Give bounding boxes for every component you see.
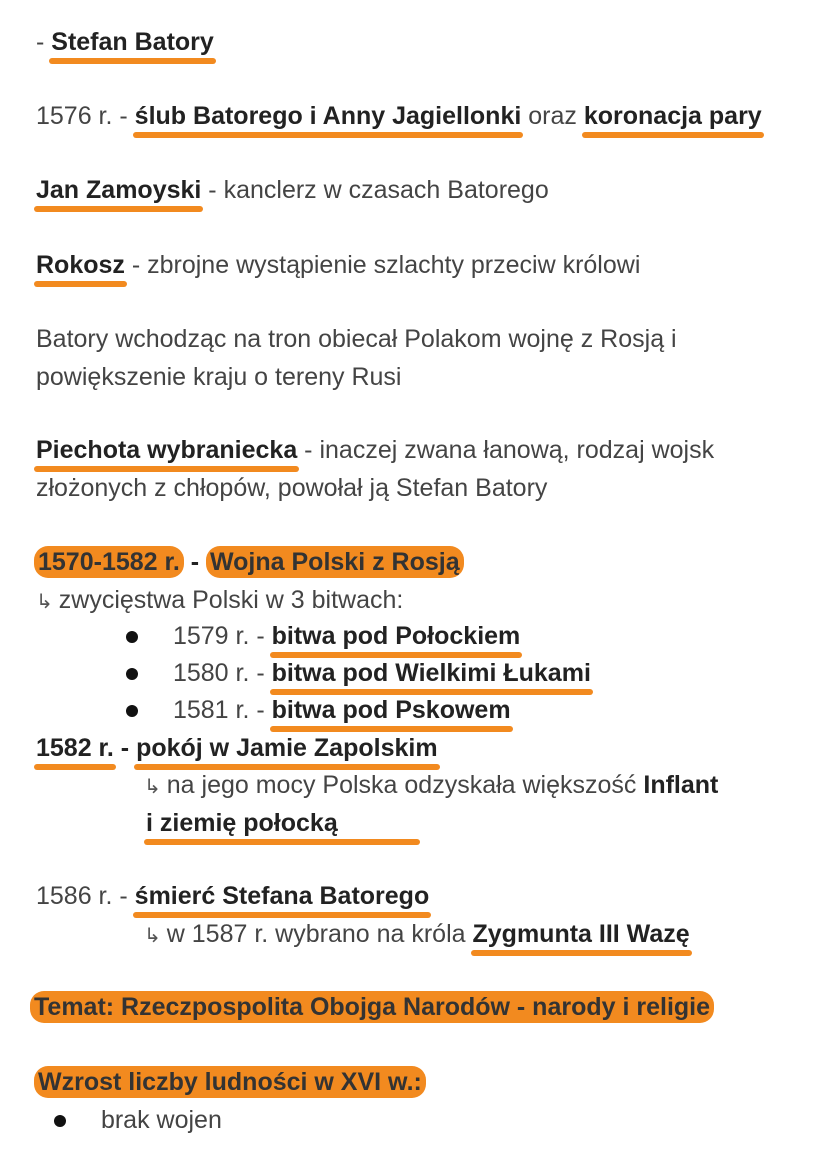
- arrow-icon: ↳: [36, 591, 53, 613]
- heading-stefan-batory: Stefan Batory: [51, 28, 214, 56]
- inflanty: Inflant: [643, 771, 719, 799]
- line-peace-detail: [144, 769, 718, 803]
- line-promise-a: [36, 323, 677, 355]
- bullet-icon: [126, 668, 138, 680]
- bullet-icon: [54, 1115, 66, 1127]
- line-piechota: [36, 434, 714, 466]
- term-piechota: Piechota wybraniecka: [36, 436, 298, 464]
- list-item: [126, 694, 511, 726]
- connector-oraz: oraz: [521, 102, 584, 130]
- line-population: [34, 1066, 426, 1098]
- victories-text: zwycięstwa Polski w 3 bitwach:: [58, 586, 404, 614]
- battle-name: bitwa pod Połockiem: [271, 622, 521, 650]
- population-heading: Wzrost liczby ludności w XVI w.:: [34, 1066, 426, 1098]
- definition-piechota: - inaczej zwana łanową, rodzaj wojsk: [297, 436, 715, 464]
- line-peace: [36, 732, 438, 764]
- line-1576: [36, 100, 762, 132]
- date-war: 1570-1582 r.: [34, 546, 184, 578]
- event-war: Wojna Polski z Rosją: [206, 546, 464, 578]
- list-item: [126, 620, 520, 652]
- line-rokosz: [36, 249, 640, 281]
- separator: -: [183, 548, 207, 576]
- topic-heading: Temat: Rzeczpospolita Obojga Narodów - narody i religie: [30, 991, 714, 1023]
- line-topic: [30, 991, 714, 1023]
- definition-zamoyski: - kanclerz w czasach Batorego: [201, 176, 549, 204]
- arrow-icon: ↳: [144, 925, 161, 947]
- dash-prefix: -: [36, 28, 52, 56]
- line-zamoyski: [36, 174, 549, 206]
- arrow-icon: ↳: [144, 776, 161, 798]
- list-item: [54, 1104, 222, 1136]
- line-death: [36, 880, 429, 912]
- bullet-icon: [126, 705, 138, 717]
- battle-date: 1579 r. -: [172, 622, 272, 650]
- zygmunt-name: Zygmunta III Wazę: [472, 920, 690, 948]
- list-item: [126, 657, 591, 689]
- event-wedding: ślub Batorego i Anny Jagiellonki: [134, 102, 522, 130]
- line-victories: [36, 584, 403, 618]
- date-1586: 1586 r. -: [36, 882, 135, 910]
- bullet-icon: [126, 631, 138, 643]
- line-stefan-batory: [36, 26, 214, 58]
- line-piechota-b: [36, 472, 547, 504]
- no-wars-text: brak wojen: [100, 1106, 222, 1134]
- promise-text-a: Batory wchodząc na tron obiecał Polakom wojnę z Rosją i: [36, 325, 677, 353]
- definition-piechota-b: złożonych z chłopów, powołał ją Stefan Batory: [36, 474, 548, 502]
- election-text: w 1587 r. wybrano na króla: [166, 920, 473, 948]
- date-peace: 1582 r.: [36, 734, 114, 762]
- definition-rokosz: - zbrojne wystąpienie szlachty przeciw królowi: [124, 251, 641, 279]
- battle-name: bitwa pod Pskowem: [271, 696, 511, 724]
- peace-detail-text: na jego mocy Polska odzyskała większość: [166, 771, 644, 799]
- event-death: śmierć Stefana Batorego: [134, 882, 430, 910]
- term-zamoyski: Jan Zamoyski: [36, 176, 202, 204]
- polotsk-land: i ziemię połocką: [146, 807, 418, 839]
- event-coronation: koronacja pary: [583, 102, 762, 130]
- term-rokosz: Rokosz: [36, 251, 125, 279]
- battle-date: 1580 r. -: [172, 659, 272, 687]
- promise-text-b: powiększenie kraju o tereny Rusi: [36, 363, 402, 391]
- date-1576: 1576 r. -: [36, 102, 135, 130]
- line-war: [34, 546, 464, 578]
- line-peace-detail-b: [146, 807, 418, 839]
- battle-date: 1581 r. -: [172, 696, 272, 724]
- line-promise-b: [36, 361, 401, 393]
- line-zygmunt: [144, 918, 690, 952]
- battle-name: bitwa pod Wielkimi Łukami: [271, 659, 591, 687]
- event-peace: pokój w Jamie Zapolskim: [136, 734, 438, 762]
- separator: -: [113, 734, 137, 762]
